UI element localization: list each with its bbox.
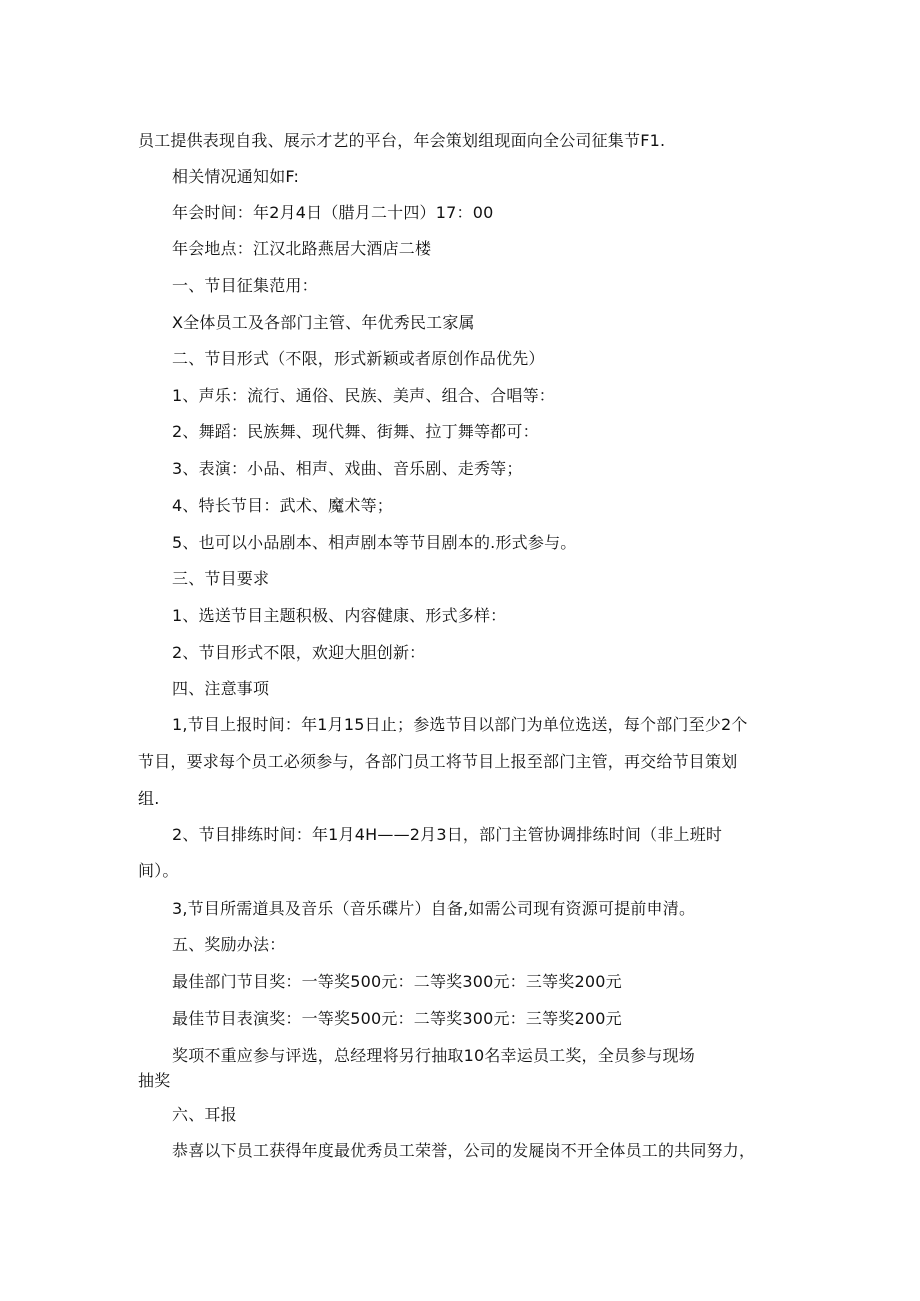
text-line: 恭喜以下员工获得年度最优秀员工荣誉，公司的发屣岗不开全体员工的共同努力， <box>172 1141 756 1160</box>
list-item: 1,节目上报时间：年1月15日止；参选节目以部门为单位选送，每个部门至少2个 <box>172 715 748 734</box>
list-item: 2、舞蹈：民族舞、现代舞、街舞、拉丁舞等都可： <box>172 422 539 441</box>
list-item: 2、节目排练时间：年1月4H——2月3日，部门主管协调排练时间（非上班时 <box>172 825 723 844</box>
list-item: 4、特长节目：武术、魔术等； <box>172 496 393 515</box>
text-line: 员工提供表现自我、展示才艺的平台，年会策划组现面向全公司征集节F1. <box>138 131 666 150</box>
section-heading: 三、节目要求 <box>172 569 270 588</box>
list-item: 3、表演：小品、相声、戏曲、音乐剧、走秀等； <box>172 459 523 478</box>
section-heading: 六、耳报 <box>172 1105 237 1124</box>
section-heading: 一、节目征集范用： <box>172 276 318 295</box>
list-item: 3,节目所需道具及音乐（音乐碟片）自备,如需公司现有资源可提前申清。 <box>172 899 696 918</box>
text-line: 年会地点：江汉北路燕居大酒店二楼 <box>172 239 432 258</box>
section-heading: 五、奖励办法： <box>172 935 286 954</box>
text-line: 年会时间：年2月4日（腊月二十四）17：00 <box>172 203 494 222</box>
text-line: 奖项不重应参与评选，总经理将另行抽取10名幸运员工奖，全员参与现场 <box>172 1046 695 1065</box>
list-item: 1、声乐：流行、通俗、民族、美声、组合、合唱等： <box>172 386 555 405</box>
text-line: 组. <box>138 789 160 808</box>
text-line: 抽奖 <box>138 1071 171 1090</box>
text-line: 节目，要求每个员工必须参与，各部门员工将节目上报至部门主管，再交给节目策划 <box>138 752 738 771</box>
list-item: 5、也可以小品剧本、相声剧本等节目剧本的.形式参与。 <box>172 533 577 552</box>
list-item: 1、选送节目主题积极、内容健康、形式多样： <box>172 606 507 625</box>
text-line: 最佳节目表演奖：一等奖500元：二等奖300元：三等奖200元 <box>172 1009 622 1028</box>
list-item: 2、节目形式不限，欢迎大胆创新： <box>172 643 426 662</box>
section-heading: 二、节目形式（不限，形式新颖或者原创作品优先） <box>172 349 545 368</box>
text-line: 最佳部门节目奖：一等奖500元：二等奖300元：三等奖200元 <box>172 972 622 991</box>
text-line: X全体员工及各部门主管、年优秀民工家属 <box>172 313 475 332</box>
text-line: 相关情况通知如F: <box>172 167 300 186</box>
section-heading: 四、注意事项 <box>172 679 270 698</box>
text-line: 间）。 <box>138 861 179 880</box>
